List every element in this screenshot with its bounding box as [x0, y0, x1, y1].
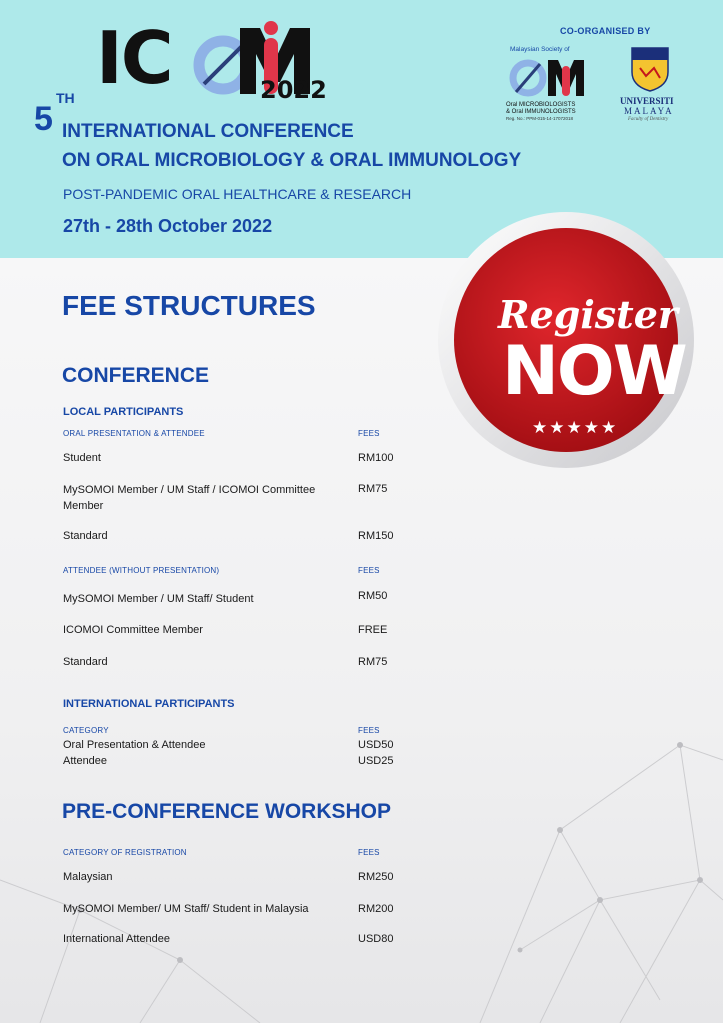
badge-stars: ★★★★★	[532, 418, 619, 437]
somoi-reg: Reg. No.: PPM-015-14-17072018	[506, 116, 574, 121]
attendee-row-2-fee: RM75	[358, 656, 388, 668]
somoi-line1: Oral MICROBIOLOGISTS	[506, 102, 576, 108]
local-participants-heading: LOCAL PARTICIPANTS	[63, 406, 184, 418]
attendee-row-0-label: MySOMOI Member / UM Staff/ Student	[63, 593, 254, 605]
intl-row-0-label: Oral Presentation & Attendee	[63, 739, 206, 751]
attendee-row-2-label: Standard	[63, 656, 108, 668]
workshop-col-fees: FEES	[358, 848, 380, 857]
international-participants-heading: INTERNATIONAL PARTICIPANTS	[63, 698, 235, 710]
register-now-badge[interactable]	[436, 210, 696, 470]
intl-row-1-fee: USD25	[358, 755, 394, 767]
workshop-col-category: CATEGORY OF REGISTRATION	[63, 848, 187, 857]
oral-row-2-label: Standard	[63, 530, 108, 542]
oral-col-fees: FEES	[358, 429, 380, 438]
workshop-row-0-label: Malaysian	[63, 871, 113, 883]
badge-now-text: NOW	[502, 332, 686, 411]
um-name2: MALAYA	[624, 106, 674, 116]
attendee-row-1-fee: FREE	[358, 624, 388, 636]
oral-row-1-label: MySOMOI Member / UM Staff / ICOMOI Committee Member	[63, 484, 316, 512]
co-organised-label: CO-ORGANISED BY	[560, 26, 651, 36]
somoi-om-icon	[506, 56, 594, 100]
intl-col-category: CATEGORY	[63, 726, 109, 735]
um-crest-icon	[630, 46, 670, 92]
attendee-row-0-fee: RM50	[358, 590, 388, 602]
oral-col-category: ORAL PRESENTATION & ATTENDEE	[63, 429, 205, 438]
oral-row-1-fee: RM75	[358, 483, 388, 495]
oral-row-0-label: Student	[63, 452, 101, 464]
oral-row-2-fee: RM150	[358, 530, 394, 542]
logo-year: 2022	[260, 76, 327, 104]
workshop-row-2-fee: USD80	[358, 933, 394, 945]
ordinal-suffix: TH	[56, 90, 75, 106]
conference-heading: CONFERENCE	[62, 364, 210, 387]
attendee-col-category: ATTENDEE (WITHOUT PRESENTATION)	[63, 566, 220, 575]
conference-dates: 27th - 28th October 2022	[63, 216, 273, 236]
workshop-row-1-fee: RM200	[358, 903, 394, 915]
workshop-row-1-label: MySOMOI Member/ UM Staff/ Student in Malaysia	[63, 903, 309, 915]
ordinal-number: 5	[34, 100, 53, 138]
fee-structures-title: FEE STRUCTURES	[62, 290, 316, 321]
icom-logo	[96, 16, 346, 116]
conference-theme: POST-PANDEMIC ORAL HEALTHCARE & RESEARCH	[63, 186, 412, 202]
workshop-row-2-label: International Attendee	[63, 933, 171, 945]
um-logo	[616, 46, 686, 126]
attendee-row-1-label: ICOMOI Committee Member	[63, 624, 203, 636]
um-faculty: Faculty of Dentistry	[628, 117, 669, 122]
attendee-col-fees: FEES	[358, 566, 380, 575]
logo-ic: IC	[96, 16, 172, 100]
intl-row-1-label: Attendee	[63, 755, 108, 767]
somoi-logo	[500, 46, 600, 126]
workshop-heading: PRE-CONFERENCE WORKSHOP	[62, 800, 392, 823]
conference-title-line2: ON ORAL MICROBIOLOGY & ORAL IMMUNOLOGY	[62, 150, 522, 171]
conference-title-line1: INTERNATIONAL CONFERENCE	[62, 121, 354, 142]
badge-register-text: Register	[498, 292, 678, 337]
oral-row-0-fee: RM100	[358, 452, 394, 464]
somoi-line2: & Oral IMMUNOLOGISTS	[506, 109, 576, 115]
workshop-row-0-fee: RM250	[358, 871, 394, 883]
intl-row-0-fee: USD50	[358, 739, 394, 751]
intl-col-fees: FEES	[358, 726, 380, 735]
um-name1: UNIVERSITI	[620, 96, 674, 106]
somoi-top-text: Malaysian Society of	[510, 46, 570, 53]
